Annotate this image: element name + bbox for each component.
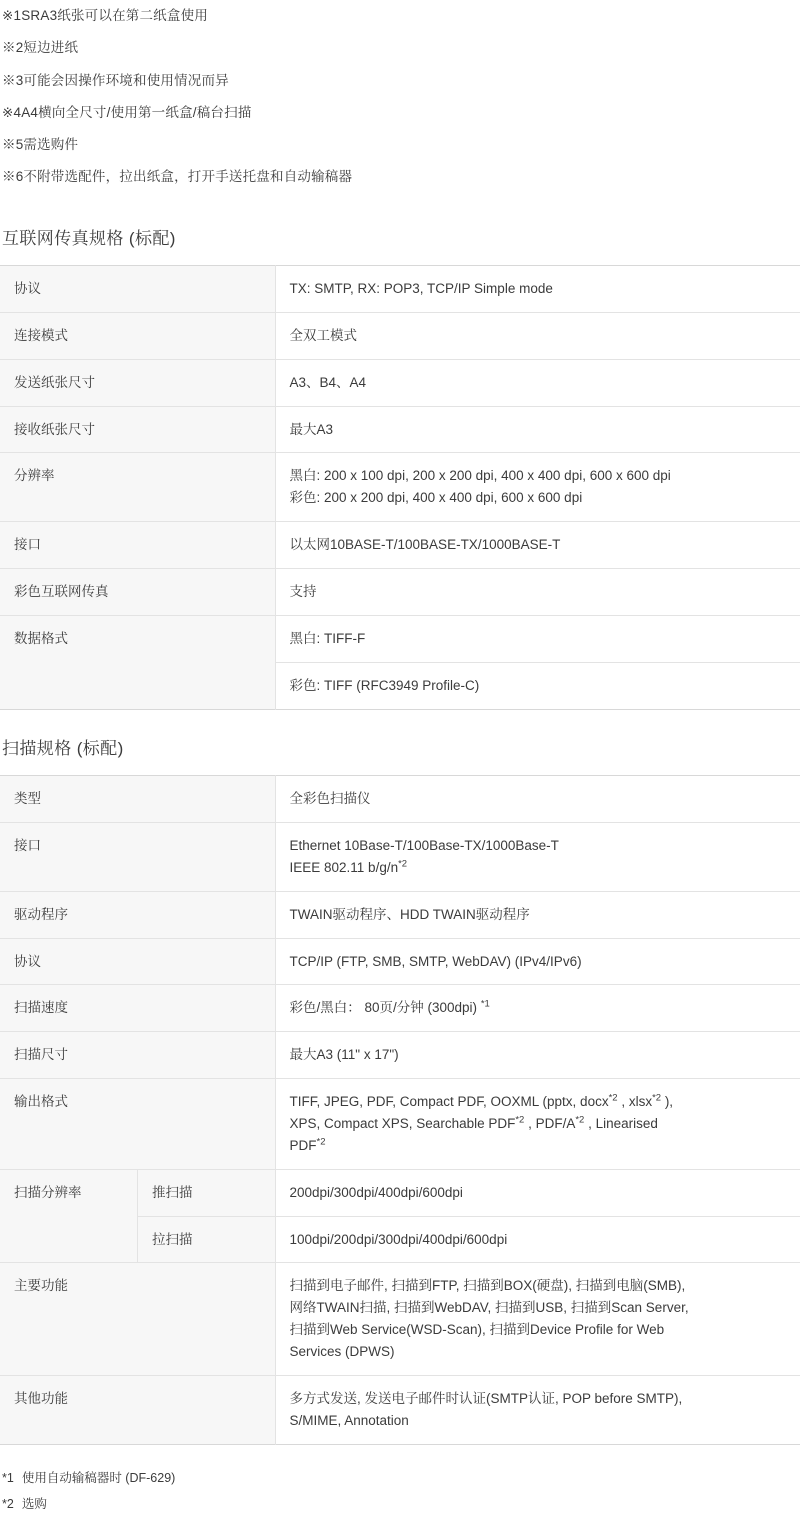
cell-line: 最大A3 bbox=[289, 421, 334, 437]
row-value bbox=[275, 662, 800, 709]
scan-spec-table bbox=[0, 775, 800, 1444]
row-label: 协议 bbox=[0, 938, 275, 985]
cell-line: TX: SMTP, RX: POP3, TCP/IP Simple mode bbox=[289, 281, 553, 296]
footnote-text: 使用自动输稿器时 (DF-629) bbox=[21, 1470, 176, 1485]
row-label: 扫描分辨率 bbox=[0, 1169, 138, 1263]
footnote-text: 选购 bbox=[21, 1497, 47, 1512]
cell-line: XPS, Compact XPS, Searchable PDF$^{*2}$ , PDF/$A^{*2}$ , Linearised bbox=[289, 1114, 658, 1131]
cell-line: 彩色: 200 x 200 dpi, 400 x 400 dpi, 600 x 600 dpi bbox=[289, 490, 583, 506]
note-line: ※2短边进纸 bbox=[2, 40, 79, 56]
row-value bbox=[275, 1079, 800, 1170]
row-value bbox=[275, 522, 800, 569]
cell-line: 全双工模式 bbox=[289, 327, 357, 343]
row-label: 扫描速度 bbox=[0, 985, 275, 1032]
cell-line: 多方式发送, 发送电子邮件时认证(SMTP认证, POP before SMTP), bbox=[289, 1390, 683, 1406]
row-label: 扫描尺寸 bbox=[0, 1032, 275, 1079]
cell-line: A3、B4、A4 bbox=[289, 374, 367, 390]
footnote bbox=[2, 1491, 800, 1518]
row-value bbox=[275, 1375, 800, 1444]
row-label: 主要功能 bbox=[0, 1263, 275, 1375]
footnote-mark: *2 bbox=[2, 1497, 14, 1512]
row-label: 发送纸张尺寸 bbox=[0, 359, 275, 406]
row-value: 100dpi/200dpi/300dpi/400dpi/600dpi bbox=[275, 1216, 800, 1263]
table-row bbox=[0, 1169, 800, 1216]
table-row bbox=[0, 1263, 800, 1375]
cell-line: TIFF, JPEG, PDF, Compact PDF, OOXML (pptx, docx$^{*2}$ , xlsx$^{*2}$ ), bbox=[289, 1092, 674, 1110]
cell-line: 最大A3 (11" x 17") bbox=[289, 1047, 399, 1063]
table-row bbox=[0, 891, 800, 938]
row-label: 数据格式 bbox=[0, 615, 275, 709]
table-row bbox=[0, 1079, 800, 1170]
table-row bbox=[0, 453, 800, 522]
note-line: ※5需选购件 bbox=[2, 137, 79, 152]
row-label: 输出格式 bbox=[0, 1079, 275, 1170]
row-value bbox=[275, 938, 800, 985]
row-label: 彩色互联网传真 bbox=[0, 569, 275, 616]
footnote-mark: *1 bbox=[2, 1470, 14, 1485]
cell-line: 彩色: TIFF (RFC3949 Profile-C) bbox=[289, 677, 480, 693]
cell-line: 彩色/黑白： 80页/分钟 (300dpi) $^{*1}$ bbox=[289, 998, 490, 1016]
row-value bbox=[275, 1032, 800, 1079]
cell-line: TCP/IP (FTP, SMB, SMTP, WebDAV) (IPv4/IPv6) bbox=[289, 953, 582, 969]
cell-line: 以太网10BASE-T/100BASE-TX/1000BASE-T bbox=[289, 537, 561, 553]
row-value: 200dpi/300dpi/400dpi/600dpi bbox=[275, 1169, 800, 1216]
fax-spec-table bbox=[0, 265, 800, 710]
table-row bbox=[0, 359, 800, 406]
note-line: ※6不附带选配件，拉出纸盒，打开手送托盘和自动输稿器 bbox=[2, 169, 353, 185]
table-row bbox=[0, 776, 800, 823]
cell-line: PDF$^{*2}$ bbox=[289, 1136, 326, 1153]
row-label: 驱动程序 bbox=[0, 891, 275, 938]
cell-line: 黑白: TIFF-F bbox=[289, 630, 366, 646]
table-row bbox=[0, 312, 800, 359]
row-label: 连接模式 bbox=[0, 312, 275, 359]
row-value bbox=[275, 615, 800, 662]
table-row bbox=[0, 1375, 800, 1444]
cell-line: 扫描到Web Service(WSD-Scan), 扫描到Device Profile for Web bbox=[289, 1322, 665, 1338]
row-value bbox=[275, 266, 800, 313]
cell-line: 全彩色扫描仪 bbox=[289, 791, 371, 807]
cell-line: 支持 bbox=[289, 584, 317, 600]
row-label: 接收纸张尺寸 bbox=[0, 406, 275, 453]
row-label: 接口 bbox=[0, 822, 275, 891]
table-row bbox=[0, 569, 800, 616]
footnote bbox=[2, 1465, 800, 1492]
row-value bbox=[275, 985, 800, 1032]
cell-line: 扫描到电子邮件, 扫描到FTP, 扫描到BOX(硬盘), 扫描到电脑(SMB), bbox=[289, 1278, 686, 1294]
table-row bbox=[0, 985, 800, 1032]
row-label: 协议 bbox=[0, 266, 275, 313]
cell-line: S/MIME, Annotation bbox=[289, 1412, 409, 1428]
cell-line: TWAIN驱动程序、HDD TWAIN驱动程序 bbox=[289, 906, 530, 922]
table-row bbox=[0, 266, 800, 313]
table-row bbox=[0, 938, 800, 985]
row-label: 分辨率 bbox=[0, 453, 275, 522]
row-value bbox=[275, 569, 800, 616]
table-row bbox=[0, 1032, 800, 1079]
section-title-scan: 扫描规格 (标配) bbox=[2, 738, 124, 758]
table-row bbox=[0, 406, 800, 453]
row-value bbox=[275, 453, 800, 522]
row-label: 其他功能 bbox=[0, 1375, 275, 1444]
row-value bbox=[275, 312, 800, 359]
note-line: ※3可能会因操作环境和使用情况而异 bbox=[2, 72, 229, 88]
row-value bbox=[275, 822, 800, 891]
table-row bbox=[0, 822, 800, 891]
row-value bbox=[275, 1263, 800, 1375]
table-row bbox=[0, 615, 800, 662]
row-sublabel: 推扫描 bbox=[138, 1169, 276, 1216]
footnotes-block bbox=[0, 1465, 800, 1519]
row-value bbox=[275, 406, 800, 453]
cell-line: 网络TWAIN扫描, 扫描到WebDAV, 扫描到USB, 扫描到Scan Server, bbox=[289, 1300, 689, 1316]
row-sublabel: 拉扫描 bbox=[138, 1216, 276, 1263]
note-line: ※1SRA3纸张可以在第二纸盒使用 bbox=[2, 8, 208, 23]
cell-line: Ethernet 10Base-T/100Base-TX/1000Base-T bbox=[289, 837, 559, 853]
row-value bbox=[275, 359, 800, 406]
row-value bbox=[275, 891, 800, 938]
cell-line: IEEE 802.11 $b/g/n^{*2}$ bbox=[289, 858, 408, 875]
row-label: 类型 bbox=[0, 776, 275, 823]
note-line: ※4A4横向全尺寸/使用第一纸盒/稿台扫描 bbox=[2, 104, 252, 120]
top-notes-block bbox=[0, 0, 800, 200]
row-value bbox=[275, 776, 800, 823]
cell-line: Services (DPWS) bbox=[289, 1343, 395, 1359]
cell-line: 黑白: 200 x 100 dpi, 200 x 200 dpi, 400 x 400 dpi, 600 x 600 dpi bbox=[289, 468, 671, 484]
table-row bbox=[0, 522, 800, 569]
section-title-fax: 互联网传真规格 (标配) bbox=[2, 228, 176, 248]
row-label: 接口 bbox=[0, 522, 275, 569]
